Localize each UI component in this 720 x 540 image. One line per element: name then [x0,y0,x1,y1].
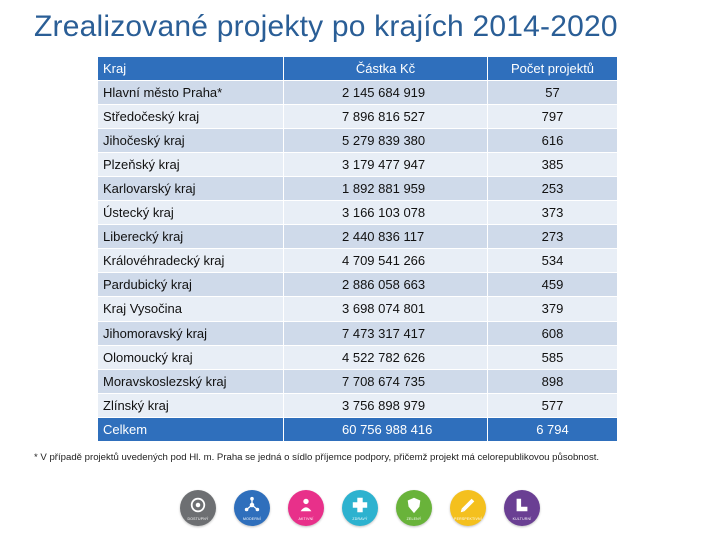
cell-kraj: Jihočeský kraj [98,129,284,153]
cell-pocet: 608 [488,321,618,345]
total-label: Celkem [98,417,284,441]
cell-castka: 2 886 058 663 [284,273,488,297]
dostupny-icon [180,490,216,526]
table-row [98,297,618,321]
cell-kraj: Ústecký kraj [98,201,284,225]
icon-label: ZELENÝ [406,517,422,521]
cell-kraj: Zlínský kraj [98,393,284,417]
zeleny-icon [396,490,432,526]
icon-label: ZDRAVÝ [352,517,368,521]
aktivni-icon [288,490,324,526]
table-row [98,81,618,105]
cell-pocet: 459 [488,273,618,297]
cell-pocet: 577 [488,393,618,417]
cell-pocet: 57 [488,81,618,105]
cell-kraj: Pardubický kraj [98,273,284,297]
icon-label: DOSTUPNÝ [187,517,209,521]
cell-pocet: 273 [488,225,618,249]
cell-castka: 7 708 674 735 [284,369,488,393]
cell-castka: 1 892 881 959 [284,177,488,201]
cell-pocet: 534 [488,249,618,273]
cell-kraj: Jihomoravský kraj [98,321,284,345]
cell-pocet: 385 [488,153,618,177]
table-row [98,153,618,177]
cell-kraj: Královéhradecký kraj [98,249,284,273]
cell-kraj: Karlovarský kraj [98,177,284,201]
perspektivni-icon [450,490,486,526]
cell-castka: 7 473 317 417 [284,321,488,345]
cell-pocet: 373 [488,201,618,225]
table-header-row [98,57,618,81]
table-row [98,201,618,225]
cell-kraj: Olomoucký kraj [98,345,284,369]
cell-castka: 2 145 684 919 [284,81,488,105]
cell-kraj: Plzeňský kraj [98,153,284,177]
cell-castka: 5 279 839 380 [284,129,488,153]
icon-label: KULTURNÍ [512,517,532,521]
cell-pocet: 253 [488,177,618,201]
icon-label: PERSPEKTIVNÍ [454,517,482,521]
cell-kraj: Kraj Vysočina [98,297,284,321]
footnote: * V případě projektů uvedených pod Hl. m. Praha se jedná o sídlo příjemce podpory, přičemž projekt má celorepublikovou působnost. [34,452,600,463]
cell-castka: 7 896 816 527 [284,105,488,129]
kulturni-icon [504,490,540,526]
table-row [98,249,618,273]
projects-table [97,56,618,442]
cell-castka: 3 179 477 947 [284,153,488,177]
page-title: Zrealizované projekty po krajích 2014-2020 [34,10,618,43]
table-row [98,177,618,201]
table-row [98,129,618,153]
cell-pocet: 898 [488,369,618,393]
table-total-row [98,417,618,441]
header-castka: Částka Kč [284,57,488,81]
cell-kraj: Středočeský kraj [98,105,284,129]
cell-pocet: 585 [488,345,618,369]
table-row [98,369,618,393]
table-row [98,393,618,417]
header-kraj: Kraj [98,57,284,81]
cell-castka: 3 698 074 801 [284,297,488,321]
icon-label: MODERNÍ [243,517,261,521]
cell-castka: 3 166 103 078 [284,201,488,225]
table-row [98,105,618,129]
cell-kraj: Liberecký kraj [98,225,284,249]
cell-castka: 4 709 541 266 [284,249,488,273]
cell-castka: 4 522 782 626 [284,345,488,369]
zdravy-icon [342,490,378,526]
cell-kraj: Hlavní město Praha* [98,81,284,105]
cell-castka: 3 756 898 979 [284,393,488,417]
total-castka: 60 756 988 416 [284,417,488,441]
table-row [98,225,618,249]
cell-castka: 2 440 836 117 [284,225,488,249]
icon-label: AKTIVNÍ [298,517,314,521]
header-pocet: Počet projektů [488,57,618,81]
cell-pocet: 379 [488,297,618,321]
cell-pocet: 616 [488,129,618,153]
table-row [98,321,618,345]
cell-kraj: Moravskoslezský kraj [98,369,284,393]
total-pocet: 6 794 [488,417,618,441]
table-row [98,273,618,297]
table-row [98,345,618,369]
icon-strip [180,485,540,531]
cell-pocet: 797 [488,105,618,129]
moderni-icon [234,490,270,526]
